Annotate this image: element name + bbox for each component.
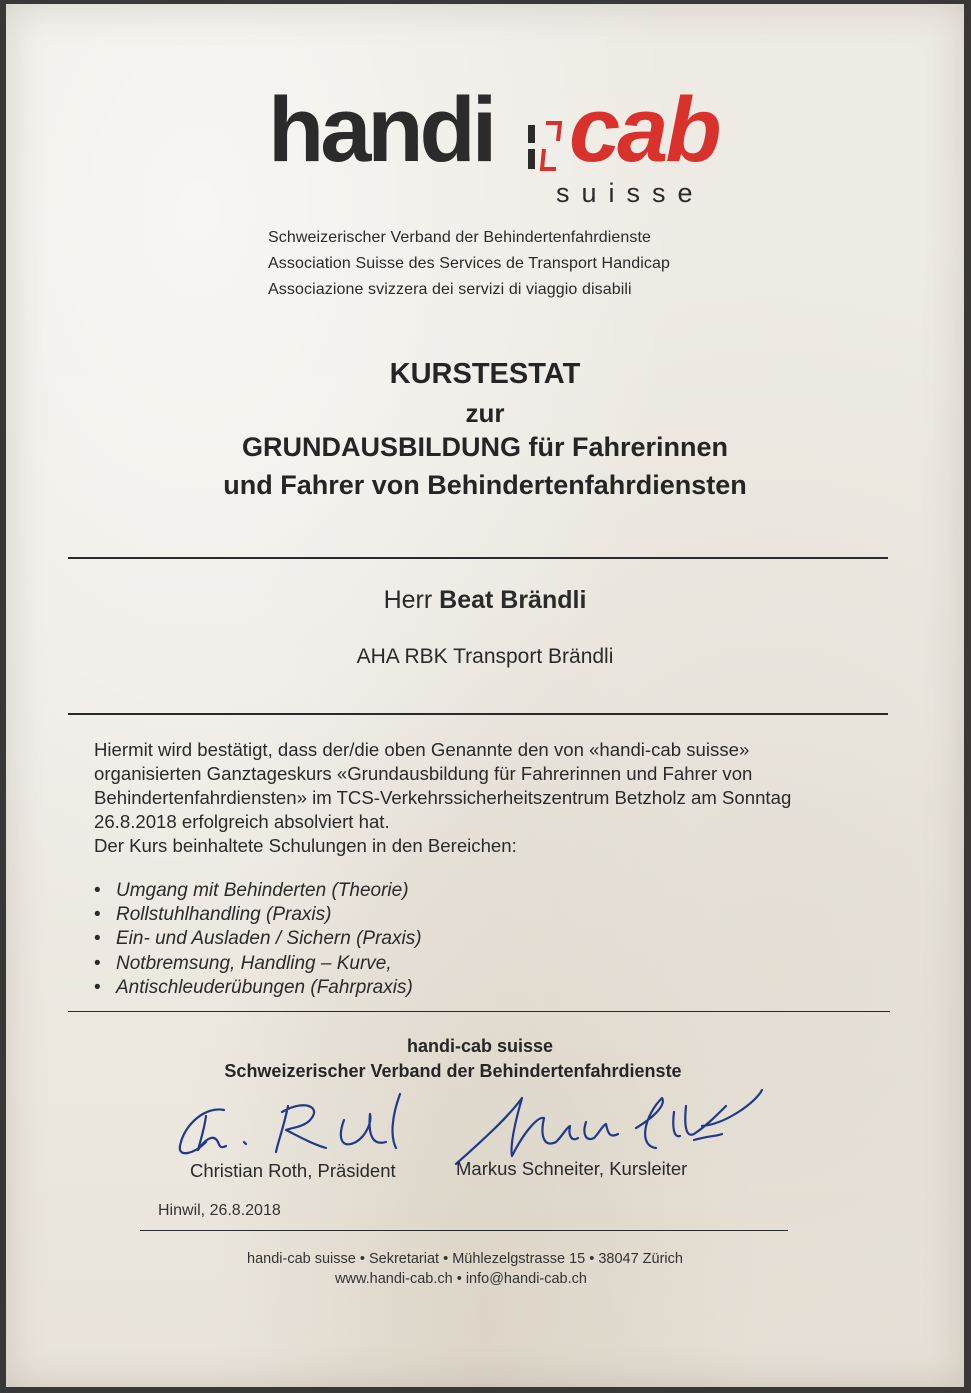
divider bbox=[68, 1011, 890, 1012]
confirmation-text bbox=[94, 738, 894, 858]
signer-course-leader: Markus Schneiter, Kursleiter bbox=[456, 1158, 688, 1179]
list-item: • Notbremsung, Handling – Kurve, bbox=[94, 952, 422, 976]
list-item: • Ein- und Ausladen / Sichern (Praxis) bbox=[94, 927, 422, 951]
course-topics-list bbox=[94, 879, 422, 1000]
footer-contact: www.handi-cab.ch • info@handi-cab.ch bbox=[335, 1271, 587, 1287]
logo-wordmark-cab: cab bbox=[569, 79, 719, 181]
recipient-name: Beat Brändli bbox=[439, 586, 587, 614]
body-line: Der Kurs beinhaltete Schulungen in den Bereichen: bbox=[94, 835, 517, 856]
signature-schneiter bbox=[456, 1090, 762, 1164]
body-line: 26.8.2018 erfolgreich absolviert hat. bbox=[94, 811, 390, 832]
list-item: • Rollstuhlhandling (Praxis) bbox=[94, 903, 422, 927]
footer-divider bbox=[140, 1230, 788, 1231]
certificate-title: KURSTESTAT bbox=[389, 358, 581, 390]
issuer-org: handi-cab suisse bbox=[406, 1036, 554, 1056]
logo-subline: suisse bbox=[556, 178, 705, 208]
certificate-subtitle-line2: und Fahrer von Behindertenfahrdiensten bbox=[223, 470, 747, 500]
association-name-de: Schweizerischer Verband der Behindertenfahrdienste bbox=[268, 229, 652, 246]
body-line: Hiermit wird bestätigt, dass der/die oben Genannte den von «handi-cab suisse» bbox=[94, 739, 750, 760]
body-line: organisierten Ganztageskurs «Grundausbildung für Fahrerinnen und Fahrer von bbox=[94, 763, 753, 784]
logo-wordmark-handi: handi bbox=[268, 79, 494, 181]
signer-president: Christian Roth, Präsident bbox=[190, 1160, 396, 1181]
signature-roth bbox=[180, 1094, 400, 1153]
certificate-subtitle-line1: GRUNDAUSBILDUNG für Fahrerinnen bbox=[241, 432, 728, 462]
logo-separator-icon bbox=[526, 119, 566, 179]
recipient-line bbox=[6, 586, 964, 615]
association-name-fr: Association Suisse des Services de Transport Handicap bbox=[268, 255, 670, 272]
body-line: Behindertenfahrdiensten» im TCS-Verkehrssicherheitszentrum Betzholz am Sonntag bbox=[94, 787, 792, 808]
footer-address: handi-cab suisse • Sekretariat • Mühlezelgstrasse 15 • 38047 Zürich bbox=[247, 1251, 683, 1267]
association-name-it: Associazione svizzera dei servizi di viaggio disabili bbox=[268, 281, 632, 298]
place-date: Hinwil, 26.8.2018 bbox=[158, 1202, 281, 1219]
divider bbox=[68, 713, 888, 715]
list-item: • Antischleuderübungen (Fahrpraxis) bbox=[94, 976, 422, 1000]
recipient-salutation: Herr bbox=[383, 586, 433, 614]
certificate-document bbox=[6, 4, 964, 1387]
divider bbox=[68, 557, 888, 559]
certificate-title-connector: zur bbox=[465, 398, 505, 428]
list-item: • Umgang mit Behinderten (Theorie) bbox=[94, 879, 422, 903]
issuer-description: Schweizerischer Verband der Behindertenfahrdienste bbox=[224, 1061, 682, 1081]
recipient-company: AHA RBK Transport Brändli bbox=[356, 645, 614, 668]
